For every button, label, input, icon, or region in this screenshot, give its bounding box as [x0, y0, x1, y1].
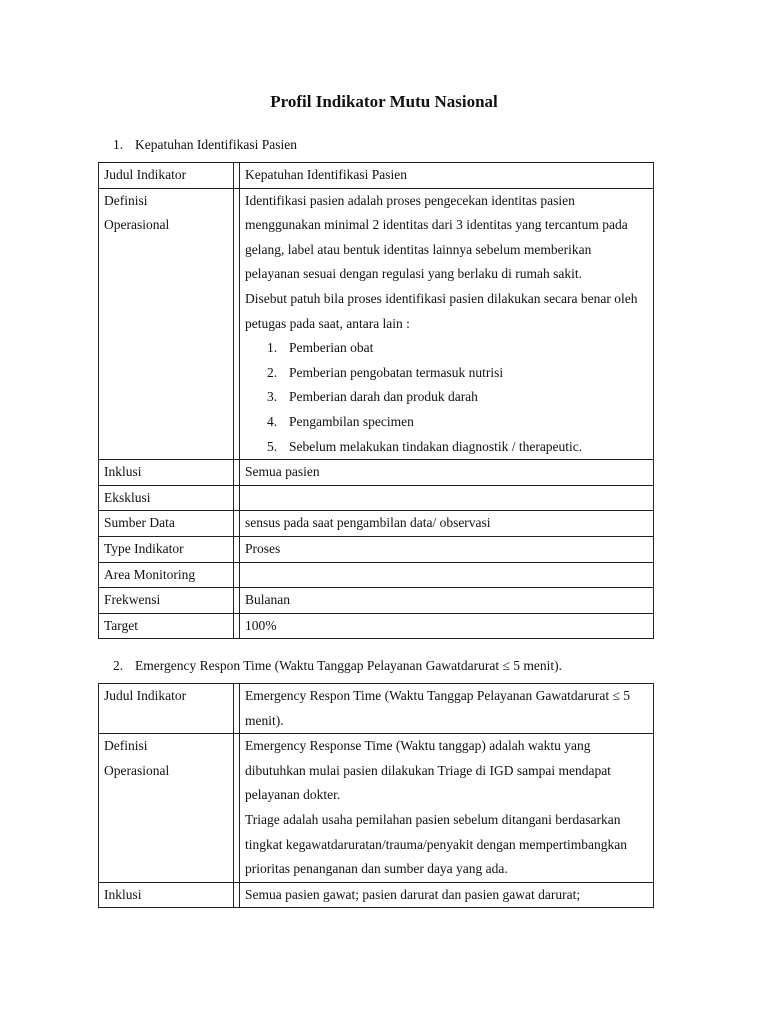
row-label: [99, 188, 234, 460]
section-title: Emergency Respon Time (Waktu Tanggap Pelayanan Gawatdarurat ≤ 5 menit).: [135, 658, 563, 673]
row-label: Type Indikator: [99, 536, 234, 562]
row-value: Emergency Respon Time (Waktu Tanggap Pelayanan Gawatdarurat ≤ 5 menit).: [240, 684, 654, 734]
row-value: [240, 485, 654, 511]
table-row: [99, 882, 654, 908]
row-label: Judul Indikator: [99, 684, 234, 734]
table-row: [99, 613, 654, 639]
row-value: 100%: [240, 613, 654, 639]
list-item: 5. Sebelum melakukan tindakan diagnostik / therapeutic.: [267, 438, 583, 454]
definition-list: [245, 336, 648, 459]
table-row: [99, 588, 654, 614]
list-item: 1. Pemberian obat: [267, 340, 374, 356]
row-value: [240, 188, 654, 460]
row-label: Target: [99, 613, 234, 639]
list-item: 2. Pemberian pengobatan termasuk nutrisi: [267, 364, 504, 380]
row-value: Bulanan: [240, 588, 654, 614]
table-row: [99, 562, 654, 588]
row-label: [99, 734, 234, 883]
definition-paragraph: Disebut patuh bila proses identifikasi pasien dilakukan secara benar oleh petugas pada saat, antara lain :: [245, 290, 638, 331]
row-value: Proses: [240, 536, 654, 562]
table-row: [99, 460, 654, 486]
indicator-table-1: [98, 162, 654, 639]
definition-paragraph: Emergency Response Time (Waktu tanggap) adalah waktu yang dibutuhkan mulai pasien dilakukan Triage di IGD sampai mendapat pelayanan dokter.: [245, 738, 611, 803]
row-value: sensus pada saat pengambilan data/ observasi: [240, 511, 654, 537]
row-label: Inklusi: [99, 460, 234, 486]
row-label: Inklusi: [99, 882, 234, 908]
definition-paragraph: Identifikasi pasien adalah proses pengecekan identitas pasien menggunakan minimal 2 identitas dari 3 identitas yang tercantum pada gelang, label atau bentuk identitas lainnya sebelum memberikan pelayanan sesuai dengan regulasi yang berlaku di rumah sakit.: [245, 192, 628, 282]
list-item: 3. Pemberian darah dan produk darah: [267, 389, 478, 405]
definition-paragraph: Triage adalah usaha pemilahan pasien sebelum ditangani berdasarkan tingkat kegawatdaruratan/trauma/penyakit dengan mempertimbangkan prioritas penanganan dan sumber daya yang ada.: [245, 811, 627, 877]
label-line: Operasional: [104, 762, 170, 778]
row-value: [240, 562, 654, 588]
row-value: Kepatuhan Identifikasi Pasien: [240, 163, 654, 189]
page-title: Profil Indikator Mutu Nasional: [270, 92, 498, 111]
label-line: Operasional: [104, 217, 170, 233]
table-row: [99, 188, 654, 460]
list-item: 4. Pengambilan specimen: [267, 413, 414, 429]
row-label: Frekwensi: [99, 588, 234, 614]
section-number: 2.: [113, 658, 124, 673]
section-number: 1.: [113, 137, 124, 152]
indicator-table-2: [98, 683, 654, 908]
label-line: Definisi: [104, 738, 148, 754]
row-value: Semua pasien gawat; pasien darurat dan pasien gawat darurat;: [240, 882, 654, 908]
row-label: Eksklusi: [99, 485, 234, 511]
row-label: Area Monitoring: [99, 562, 234, 588]
row-label: Judul Indikator: [99, 163, 234, 189]
table-row: [99, 485, 654, 511]
label-line: Definisi: [104, 192, 148, 208]
row-label: Sumber Data: [99, 511, 234, 537]
table-row: [99, 511, 654, 537]
table-row: [99, 536, 654, 562]
table-row: [99, 734, 654, 883]
row-value: Semua pasien: [240, 460, 654, 486]
row-value: [240, 734, 654, 883]
table-row: [99, 684, 654, 734]
section-title: Kepatuhan Identifikasi Pasien: [135, 137, 297, 152]
table-row: [99, 163, 654, 189]
